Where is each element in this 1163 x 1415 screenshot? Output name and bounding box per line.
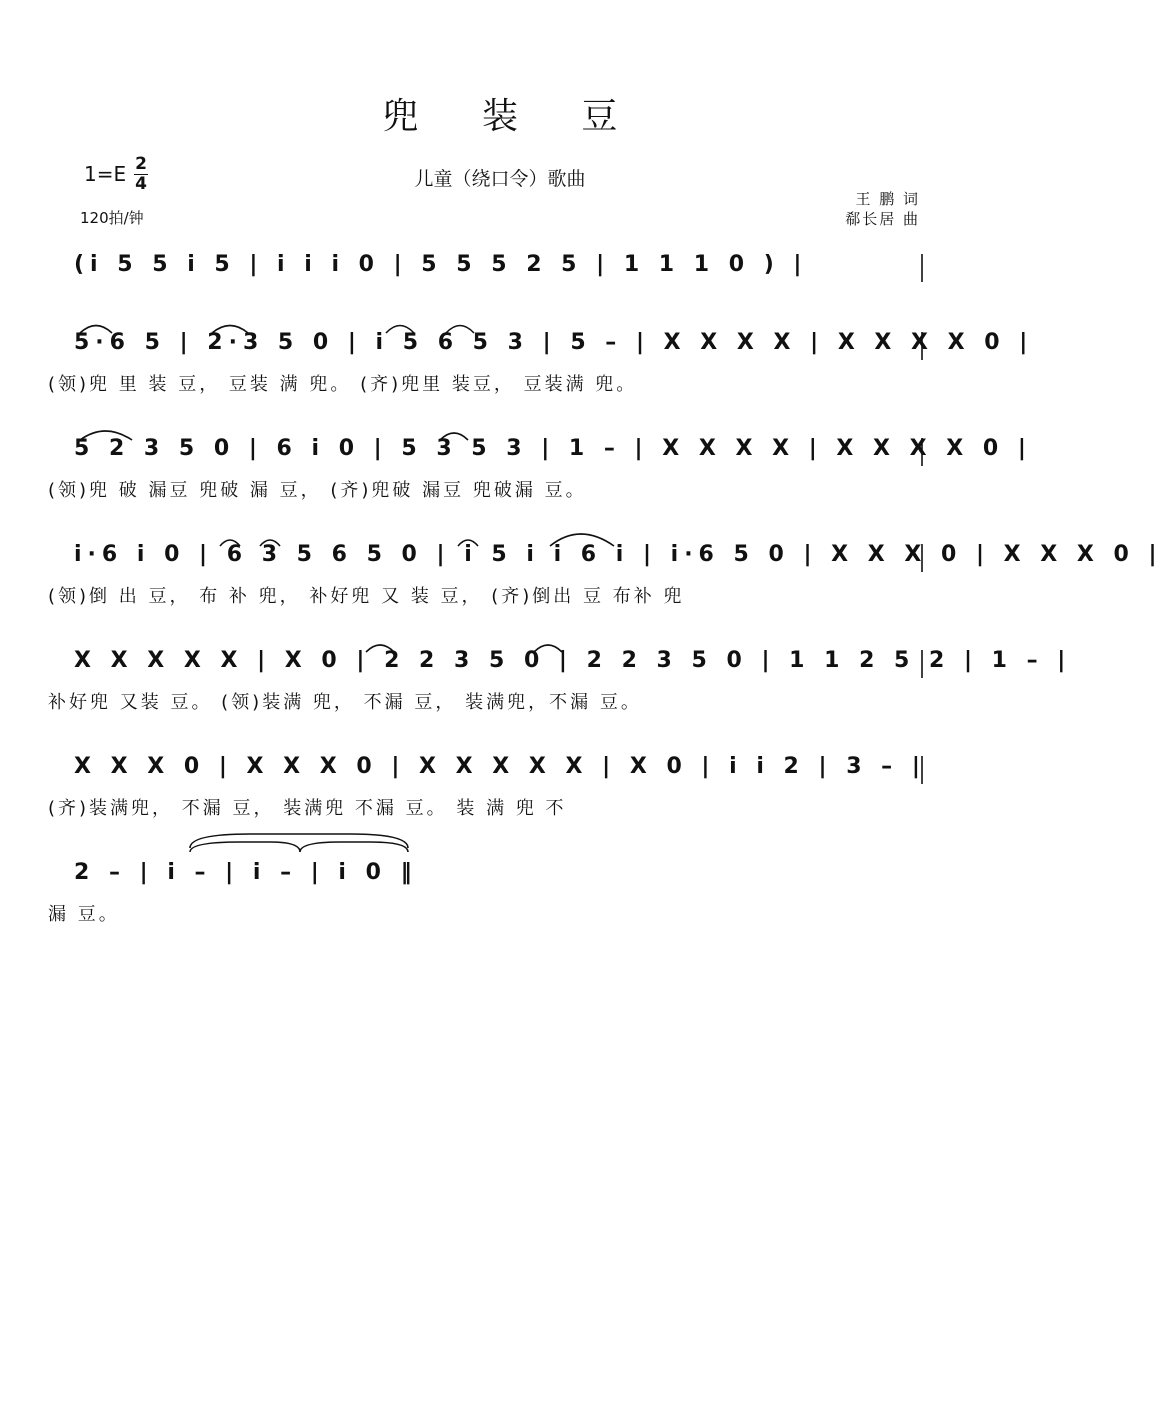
slur-mark bbox=[366, 645, 394, 652]
key-signature: 1=E bbox=[84, 162, 127, 186]
lyrics-line: (领)倒 出 豆， 布 补 兜， 补好兜 又 装 豆， (齐)倒出 豆 布补 兜 bbox=[48, 586, 685, 607]
notation-line: X X X 0 | X X X 0 | X X X X X | X 0 | i i 2 | 3 – | bbox=[74, 754, 926, 779]
time-signature-bottom: 4 bbox=[135, 174, 147, 194]
song-subtitle: 儿童（绕口令）歌曲 bbox=[414, 168, 586, 190]
slur-mark bbox=[80, 431, 132, 440]
slur-mark bbox=[300, 842, 408, 852]
lyrics-line: (领)兜 破 漏豆 兜破 漏 豆， (齐)兜破 漏豆 兜破漏 豆。 bbox=[48, 480, 587, 501]
slur-mark bbox=[440, 433, 468, 440]
notation-line: X X X X X | X 0 | 2 2 3 5 0 | 2 2 3 5 0 | 1 1 2 5 2 | 1 – | bbox=[74, 648, 1072, 673]
slur-mark bbox=[190, 842, 300, 852]
slur-mark bbox=[190, 834, 408, 848]
notation-line: 5·6 5 | 2·3 5 0 | i 5 6 5 3 | 5 – | X X X X | X X X X 0 | bbox=[74, 330, 1034, 355]
slur-mark bbox=[550, 534, 614, 546]
page-title: 兜 装 豆 bbox=[382, 96, 644, 137]
notation-line: 2 – | i – | i – | i 0 ‖ bbox=[74, 860, 418, 885]
slur-mark bbox=[80, 326, 112, 334]
notation-line: 5 2 3 5 0 | 6 i 0 | 5 3 5 3 | 1 – | X X X X | X X X X 0 | bbox=[74, 436, 1032, 461]
slur-mark bbox=[386, 326, 414, 334]
slur-mark bbox=[212, 326, 248, 334]
lyrics-line: (齐)装满兜， 不漏 豆， 装满兜 不漏 豆。 装 满 兜 不 bbox=[48, 798, 567, 819]
notation-line: i·6 i 0 | 6 3 5 6 5 0 | i 5 i i 6 i | i·6 5 0 | X X X 0 | X X X 0 | bbox=[74, 542, 1163, 567]
slur-mark bbox=[220, 540, 240, 546]
slur-mark bbox=[260, 540, 280, 546]
lyrics-line: 漏 豆。 bbox=[48, 904, 120, 925]
composer-credit: 郗长居 曲 bbox=[845, 210, 920, 228]
slur-mark bbox=[534, 645, 562, 652]
slur-mark bbox=[458, 540, 478, 546]
tempo-marking: 120拍/钟 bbox=[80, 209, 144, 227]
slur-mark bbox=[446, 326, 474, 334]
time-signature-top: 2 bbox=[135, 154, 147, 174]
notation-line: (i 5 5 i 5 | i i i 0 | 5 5 5 2 5 | 1 1 1 0 ) | bbox=[74, 252, 808, 277]
lyrics-line: 补好兜 又装 豆。 (领)装满 兜， 不漏 豆， 装满兜，不漏 豆。 bbox=[48, 692, 642, 713]
lyricist-credit: 王 鹏 词 bbox=[855, 190, 920, 208]
lyrics-line: (领)兜 里 装 豆， 豆装 满 兜。 (齐)兜里 装豆， 豆装满 兜。 bbox=[48, 374, 638, 395]
